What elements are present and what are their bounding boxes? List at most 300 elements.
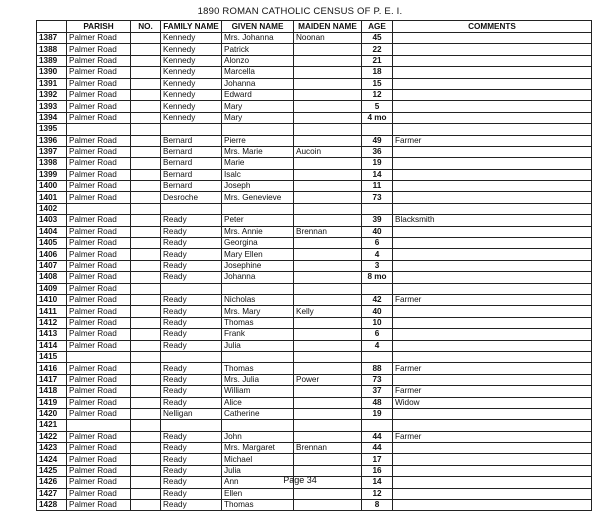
family-name-cell: Kennedy xyxy=(161,101,222,112)
entry-number-cell: 1407 xyxy=(37,260,67,271)
no-cell xyxy=(131,215,161,226)
given-name-cell: Patrick xyxy=(222,44,294,55)
parish-cell: Palmer Road xyxy=(67,340,131,351)
comments-cell xyxy=(393,181,592,192)
table-row xyxy=(37,135,592,146)
table-row xyxy=(37,260,592,271)
parish-cell xyxy=(67,420,131,431)
table-row xyxy=(37,78,592,89)
given-name-cell: Mrs. Julia xyxy=(222,374,294,385)
parish-cell xyxy=(67,203,131,214)
table-row xyxy=(37,488,592,499)
entry-number-cell: 1426 xyxy=(37,477,67,488)
no-cell xyxy=(131,329,161,340)
given-name-cell xyxy=(222,203,294,214)
comments-cell: Farmer xyxy=(393,294,592,305)
table-row xyxy=(37,351,592,362)
age-cell: 22 xyxy=(362,44,393,55)
maiden-name-cell: Noonan xyxy=(294,33,362,44)
comments-cell xyxy=(393,89,592,100)
given-name-cell: Thomas xyxy=(222,317,294,328)
age-cell: 48 xyxy=(362,397,393,408)
no-cell xyxy=(131,283,161,294)
family-name-cell: Ready xyxy=(161,249,222,260)
parish-cell: Palmer Road xyxy=(67,363,131,374)
maiden-name-cell: Aucoin xyxy=(294,146,362,157)
given-name-cell: Catherine xyxy=(222,408,294,419)
given-name-cell: Mrs. Margaret xyxy=(222,443,294,454)
parish-cell: Palmer Road xyxy=(67,374,131,385)
given-name-cell: Ellen xyxy=(222,488,294,499)
age-cell: 73 xyxy=(362,374,393,385)
table-row xyxy=(37,146,592,157)
no-cell xyxy=(131,408,161,419)
age-cell: 19 xyxy=(362,408,393,419)
age-cell: 15 xyxy=(362,78,393,89)
entry-number-cell: 1389 xyxy=(37,55,67,66)
entry-number-cell: 1397 xyxy=(37,146,67,157)
comments-cell xyxy=(393,55,592,66)
header-maiden-name: MAIDEN NAME xyxy=(294,21,362,33)
no-cell xyxy=(131,294,161,305)
maiden-name-cell xyxy=(294,363,362,374)
family-name-cell: Ready xyxy=(161,465,222,476)
family-name-cell: Ready xyxy=(161,431,222,442)
entry-number-cell: 1414 xyxy=(37,340,67,351)
no-cell xyxy=(131,158,161,169)
age-cell: 14 xyxy=(362,169,393,180)
table-row xyxy=(37,443,592,454)
comments-cell xyxy=(393,146,592,157)
given-name-cell: Marcella xyxy=(222,67,294,78)
maiden-name-cell xyxy=(294,317,362,328)
comments-cell xyxy=(393,340,592,351)
no-cell xyxy=(131,500,161,511)
age-cell: 4 mo xyxy=(362,112,393,123)
maiden-name-cell: Power xyxy=(294,374,362,385)
family-name-cell: Ready xyxy=(161,215,222,226)
no-cell xyxy=(131,135,161,146)
parish-cell: Palmer Road xyxy=(67,306,131,317)
census-rows xyxy=(37,33,592,511)
family-name-cell: Bernard xyxy=(161,146,222,157)
given-name-cell: Mrs. Genevieve xyxy=(222,192,294,203)
no-cell xyxy=(131,33,161,44)
page-title: 1890 ROMAN CATHOLIC CENSUS OF P. E. I. xyxy=(197,6,403,17)
given-name-cell xyxy=(222,283,294,294)
family-name-cell: Bernard xyxy=(161,169,222,180)
family-name-cell: Kennedy xyxy=(161,78,222,89)
no-cell xyxy=(131,431,161,442)
maiden-name-cell xyxy=(294,454,362,465)
entry-number-cell: 1411 xyxy=(37,306,67,317)
parish-cell: Palmer Road xyxy=(67,33,131,44)
given-name-cell: Josephine xyxy=(222,260,294,271)
maiden-name-cell xyxy=(294,158,362,169)
entry-number-cell: 1424 xyxy=(37,454,67,465)
parish-cell: Palmer Road xyxy=(67,397,131,408)
maiden-name-cell xyxy=(294,169,362,180)
entry-number-cell: 1394 xyxy=(37,112,67,123)
comments-cell xyxy=(393,249,592,260)
table-row xyxy=(37,386,592,397)
header-family-name: FAMILY NAME xyxy=(161,21,222,33)
entry-number-cell: 1392 xyxy=(37,89,67,100)
age-cell: 10 xyxy=(362,317,393,328)
entry-number-cell: 1409 xyxy=(37,283,67,294)
comments-cell xyxy=(393,374,592,385)
age-cell xyxy=(362,124,393,135)
family-name-cell xyxy=(161,124,222,135)
parish-cell: Palmer Road xyxy=(67,272,131,283)
comments-cell xyxy=(393,500,592,511)
given-name-cell: Mary Ellen xyxy=(222,249,294,260)
family-name-cell: Ready xyxy=(161,454,222,465)
entry-number-cell: 1401 xyxy=(37,192,67,203)
given-name-cell xyxy=(222,351,294,362)
given-name-cell: Johanna xyxy=(222,272,294,283)
comments-cell xyxy=(393,420,592,431)
comments-cell: Farmer xyxy=(393,363,592,374)
given-name-cell: William xyxy=(222,386,294,397)
age-cell: 45 xyxy=(362,33,393,44)
entry-number-cell: 1405 xyxy=(37,238,67,249)
age-cell: 44 xyxy=(362,443,393,454)
maiden-name-cell xyxy=(294,181,362,192)
parish-cell: Palmer Road xyxy=(67,192,131,203)
family-name-cell: Nelligan xyxy=(161,408,222,419)
comments-cell xyxy=(393,124,592,135)
comments-cell: Widow xyxy=(393,397,592,408)
age-cell: 17 xyxy=(362,454,393,465)
maiden-name-cell xyxy=(294,294,362,305)
given-name-cell: Julia xyxy=(222,465,294,476)
entry-number-cell: 1417 xyxy=(37,374,67,385)
family-name-cell: Ready xyxy=(161,294,222,305)
entry-number-cell: 1387 xyxy=(37,33,67,44)
comments-cell xyxy=(393,329,592,340)
maiden-name-cell xyxy=(294,135,362,146)
table-row xyxy=(37,374,592,385)
given-name-cell: Nicholas xyxy=(222,294,294,305)
table-row xyxy=(37,329,592,340)
parish-cell: Palmer Road xyxy=(67,283,131,294)
maiden-name-cell xyxy=(294,238,362,249)
family-name-cell: Ready xyxy=(161,386,222,397)
entry-number-cell: 1422 xyxy=(37,431,67,442)
family-name-cell: Ready xyxy=(161,317,222,328)
no-cell xyxy=(131,351,161,362)
maiden-name-cell xyxy=(294,283,362,294)
table-row xyxy=(37,249,592,260)
family-name-cell xyxy=(161,351,222,362)
age-cell: 11 xyxy=(362,181,393,192)
family-name-cell: Kennedy xyxy=(161,33,222,44)
maiden-name-cell xyxy=(294,215,362,226)
comments-cell xyxy=(393,78,592,89)
no-cell xyxy=(131,67,161,78)
parish-cell: Palmer Road xyxy=(67,44,131,55)
header-parish: PARISH xyxy=(67,21,131,33)
maiden-name-cell xyxy=(294,67,362,78)
family-name-cell xyxy=(161,203,222,214)
maiden-name-cell: Brennan xyxy=(294,226,362,237)
given-name-cell: Ann xyxy=(222,477,294,488)
family-name-cell: Ready xyxy=(161,397,222,408)
given-name-cell: Julia xyxy=(222,340,294,351)
given-name-cell: Marie xyxy=(222,158,294,169)
given-name-cell: Thomas xyxy=(222,363,294,374)
maiden-name-cell: Kelly xyxy=(294,306,362,317)
family-name-cell: Kennedy xyxy=(161,55,222,66)
parish-cell: Palmer Road xyxy=(67,55,131,66)
given-name-cell: Mary xyxy=(222,101,294,112)
family-name-cell: Kennedy xyxy=(161,89,222,100)
maiden-name-cell xyxy=(294,340,362,351)
entry-number-cell: 1421 xyxy=(37,420,67,431)
entry-number-cell: 1404 xyxy=(37,226,67,237)
no-cell xyxy=(131,192,161,203)
maiden-name-cell: Brennan xyxy=(294,443,362,454)
family-name-cell: Ready xyxy=(161,329,222,340)
entry-number-cell: 1400 xyxy=(37,181,67,192)
age-cell: 4 xyxy=(362,340,393,351)
entry-number-cell: 1427 xyxy=(37,488,67,499)
table-row xyxy=(37,363,592,374)
age-cell: 14 xyxy=(362,477,393,488)
age-cell: 37 xyxy=(362,386,393,397)
table-row xyxy=(37,181,592,192)
maiden-name-cell xyxy=(294,124,362,135)
parish-cell: Palmer Road xyxy=(67,488,131,499)
parish-cell: Palmer Road xyxy=(67,135,131,146)
no-cell xyxy=(131,44,161,55)
age-cell: 40 xyxy=(362,226,393,237)
comments-cell xyxy=(393,272,592,283)
parish-cell: Palmer Road xyxy=(67,386,131,397)
header-given-name: GIVEN NAME xyxy=(222,21,294,33)
comments-cell xyxy=(393,408,592,419)
comments-cell xyxy=(393,443,592,454)
entry-number-cell: 1415 xyxy=(37,351,67,362)
family-name-cell: Ready xyxy=(161,500,222,511)
no-cell xyxy=(131,272,161,283)
age-cell: 8 xyxy=(362,500,393,511)
parish-cell: Palmer Road xyxy=(67,158,131,169)
age-cell xyxy=(362,203,393,214)
entry-number-cell: 1425 xyxy=(37,465,67,476)
no-cell xyxy=(131,55,161,66)
entry-number-cell: 1398 xyxy=(37,158,67,169)
comments-cell xyxy=(393,169,592,180)
no-cell xyxy=(131,169,161,180)
comments-cell xyxy=(393,44,592,55)
family-name-cell: Kennedy xyxy=(161,44,222,55)
table-row xyxy=(37,33,592,44)
parish-cell: Palmer Road xyxy=(67,294,131,305)
parish-cell: Palmer Road xyxy=(67,317,131,328)
entry-number-cell: 1388 xyxy=(37,44,67,55)
header-entry-number xyxy=(37,21,67,33)
age-cell: 18 xyxy=(362,67,393,78)
no-cell xyxy=(131,363,161,374)
maiden-name-cell xyxy=(294,44,362,55)
table-row xyxy=(37,238,592,249)
entry-number-cell: 1399 xyxy=(37,169,67,180)
table-row xyxy=(37,89,592,100)
given-name-cell: Mrs. Marie xyxy=(222,146,294,157)
maiden-name-cell xyxy=(294,112,362,123)
no-cell xyxy=(131,386,161,397)
entry-number-cell: 1393 xyxy=(37,101,67,112)
given-name-cell: Mrs. Johanna xyxy=(222,33,294,44)
table-row xyxy=(37,454,592,465)
table-row xyxy=(37,101,592,112)
given-name-cell xyxy=(222,124,294,135)
table-row xyxy=(37,158,592,169)
no-cell xyxy=(131,488,161,499)
table-row xyxy=(37,169,592,180)
no-cell xyxy=(131,89,161,100)
family-name-cell: Ready xyxy=(161,226,222,237)
age-cell: 12 xyxy=(362,89,393,100)
entry-number-cell: 1412 xyxy=(37,317,67,328)
parish-cell: Palmer Road xyxy=(67,408,131,419)
no-cell xyxy=(131,260,161,271)
parish-cell: Palmer Road xyxy=(67,443,131,454)
no-cell xyxy=(131,443,161,454)
family-name-cell: Kennedy xyxy=(161,67,222,78)
given-name-cell: Peter xyxy=(222,215,294,226)
entry-number-cell: 1391 xyxy=(37,78,67,89)
family-name-cell: Ready xyxy=(161,340,222,351)
no-cell xyxy=(131,181,161,192)
entry-number-cell: 1416 xyxy=(37,363,67,374)
parish-cell: Palmer Road xyxy=(67,454,131,465)
given-name-cell: Isalc xyxy=(222,169,294,180)
header-comments: COMMENTS xyxy=(393,21,592,33)
age-cell: 6 xyxy=(362,329,393,340)
maiden-name-cell xyxy=(294,249,362,260)
comments-cell xyxy=(393,203,592,214)
parish-cell: Palmer Road xyxy=(67,329,131,340)
maiden-name-cell xyxy=(294,101,362,112)
comments-cell xyxy=(393,158,592,169)
family-name-cell: Ready xyxy=(161,488,222,499)
parish-cell: Palmer Road xyxy=(67,226,131,237)
comments-cell xyxy=(393,238,592,249)
given-name-cell: Michael xyxy=(222,454,294,465)
entry-number-cell: 1395 xyxy=(37,124,67,135)
parish-cell: Palmer Road xyxy=(67,215,131,226)
table-row xyxy=(37,294,592,305)
given-name-cell xyxy=(222,420,294,431)
table-row xyxy=(37,226,592,237)
maiden-name-cell xyxy=(294,192,362,203)
comments-cell xyxy=(393,112,592,123)
age-cell: 21 xyxy=(362,55,393,66)
parish-cell: Palmer Road xyxy=(67,249,131,260)
parish-cell: Palmer Road xyxy=(67,78,131,89)
parish-cell: Palmer Road xyxy=(67,500,131,511)
table-row xyxy=(37,500,592,511)
table-row xyxy=(37,306,592,317)
comments-cell xyxy=(393,33,592,44)
no-cell xyxy=(131,420,161,431)
family-name-cell: Kennedy xyxy=(161,112,222,123)
comments-cell xyxy=(393,351,592,362)
comments-cell xyxy=(393,454,592,465)
entry-number-cell: 1402 xyxy=(37,203,67,214)
parish-cell: Palmer Road xyxy=(67,112,131,123)
parish-cell: Palmer Road xyxy=(67,465,131,476)
age-cell xyxy=(362,351,393,362)
age-cell: 16 xyxy=(362,465,393,476)
family-name-cell: Ready xyxy=(161,477,222,488)
entry-number-cell: 1419 xyxy=(37,397,67,408)
table-row xyxy=(37,55,592,66)
age-cell: 8 mo xyxy=(362,272,393,283)
comments-cell xyxy=(393,283,592,294)
table-row xyxy=(37,317,592,328)
given-name-cell: Thomas xyxy=(222,500,294,511)
comments-cell xyxy=(393,488,592,499)
comments-cell xyxy=(393,101,592,112)
table-row xyxy=(37,203,592,214)
parish-cell: Palmer Road xyxy=(67,169,131,180)
family-name-cell: Ready xyxy=(161,306,222,317)
header-row xyxy=(37,21,592,33)
table-row xyxy=(37,408,592,419)
comments-cell xyxy=(393,67,592,78)
entry-number-cell: 1410 xyxy=(37,294,67,305)
age-cell: 4 xyxy=(362,249,393,260)
entry-number-cell: 1396 xyxy=(37,135,67,146)
maiden-name-cell xyxy=(294,488,362,499)
entry-number-cell: 1418 xyxy=(37,386,67,397)
family-name-cell: Bernard xyxy=(161,135,222,146)
entry-number-cell: 1408 xyxy=(37,272,67,283)
no-cell xyxy=(131,454,161,465)
age-cell: 6 xyxy=(362,238,393,249)
comments-cell xyxy=(393,306,592,317)
maiden-name-cell xyxy=(294,500,362,511)
entry-number-cell: 1420 xyxy=(37,408,67,419)
family-name-cell xyxy=(161,420,222,431)
family-name-cell: Desroche xyxy=(161,192,222,203)
entry-number-cell: 1403 xyxy=(37,215,67,226)
given-name-cell: Edward xyxy=(222,89,294,100)
family-name-cell: Ready xyxy=(161,238,222,249)
maiden-name-cell xyxy=(294,78,362,89)
no-cell xyxy=(131,397,161,408)
maiden-name-cell xyxy=(294,397,362,408)
given-name-cell: Mrs. Mary xyxy=(222,306,294,317)
parish-cell: Palmer Road xyxy=(67,101,131,112)
maiden-name-cell xyxy=(294,386,362,397)
parish-cell xyxy=(67,124,131,135)
family-name-cell xyxy=(161,283,222,294)
family-name-cell: Ready xyxy=(161,272,222,283)
header-age: AGE xyxy=(362,21,393,33)
header-no: NO. xyxy=(131,21,161,33)
maiden-name-cell xyxy=(294,89,362,100)
parish-cell: Palmer Road xyxy=(67,89,131,100)
table-row xyxy=(37,283,592,294)
parish-cell: Palmer Road xyxy=(67,260,131,271)
family-name-cell: Bernard xyxy=(161,158,222,169)
comments-cell xyxy=(393,260,592,271)
